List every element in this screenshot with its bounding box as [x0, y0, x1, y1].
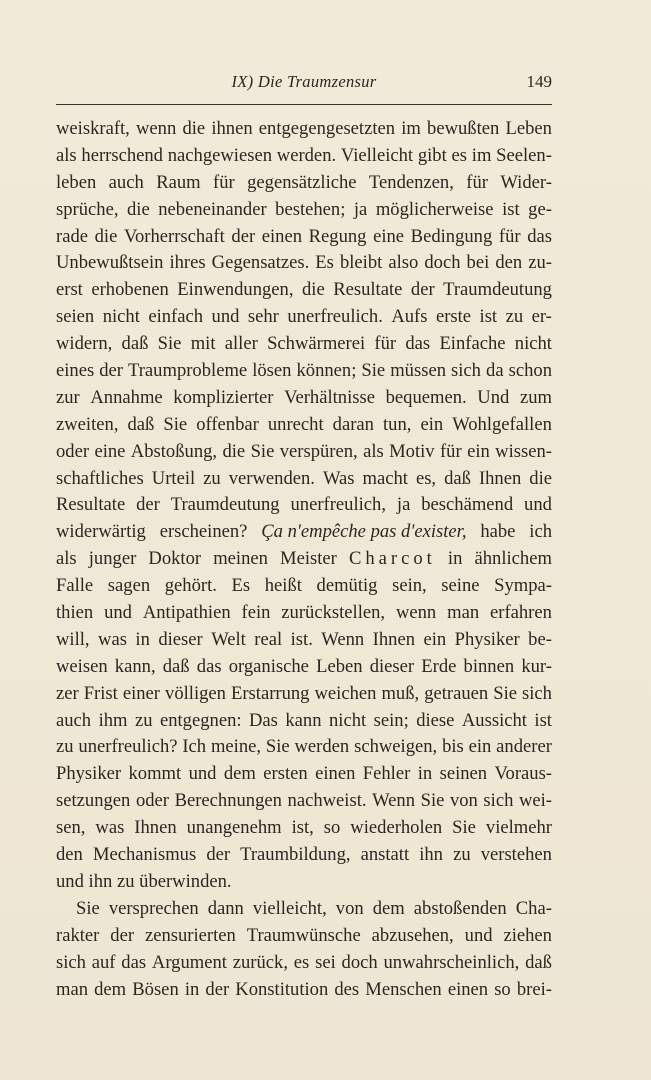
text-line: weisen kann, daß das organische Leben dieser Erde binnen kur-: [56, 655, 552, 677]
text-line: leben auch Raum für gegensätzliche Tendenzen, für Wider-: [56, 171, 552, 193]
text-line: zweiten, daß Sie offenbar unrecht daran tun, ein Wohlgefallen: [56, 413, 552, 435]
text-line: Physiker kommt und dem ersten einen Fehler in seinen Voraus-: [56, 763, 552, 785]
text-line: oder eine Abstoßung, die Sie verspüren, als Motiv für ein wissen-: [56, 440, 552, 462]
text-line: auch ihm zu entgegnen: Das kann nicht sein; diese Aussicht ist: [56, 709, 552, 731]
text-line: setzungen oder Berechnungen nachweist. Wenn Sie von sich wei-: [56, 790, 552, 812]
text-line: weiskraft, wenn die ihnen entgegengesetzten im bewußten Leben: [56, 118, 552, 139]
text-line: seien nicht einfach und sehr unerfreulich. Aufs erste ist zu er-: [56, 306, 552, 328]
text-line: man dem Bösen in der Konstitution des Menschen einen so brei-: [56, 978, 552, 1000]
running-head: IX) Die Traumzensur: [231, 72, 377, 91]
text-line: zer Frist einer völligen Erstarrung weichen muß, getrauen Sie sich: [56, 682, 552, 704]
header-rule: [56, 104, 552, 105]
text-line: als herrschend nachgewiesen werden. Vielleicht gibt es im Seelen-: [56, 144, 552, 166]
page-header: [56, 62, 552, 102]
text-line: will, was in dieser Welt real ist. Wenn Ihnen ein Physiker be-: [56, 628, 552, 650]
text-line: eines der Traumprobleme lösen können; Sie müssen sich da schon: [56, 360, 552, 382]
text-line: widern, daß Sie mit aller Schwärmerei für das Einfache nicht: [56, 333, 552, 355]
text-line: erst erhobenen Einwendungen, die Resultate der Traumdeutung: [56, 279, 552, 301]
page-number: 149: [526, 72, 552, 91]
text-line: als junger Doktor meinen Meister Charcot in ähnlichem: [56, 546, 552, 573]
text-line: zu unerfreulich? Ich meine, Sie werden schweigen, bis ein anderer: [56, 736, 552, 758]
text-line: widerwärtig erscheinen? Ça n'empêche pas d'exister, habe ich: [56, 519, 552, 546]
text-line: sprüche, die nebeneinander bestehen; ja möglicherweise ist ge-: [56, 198, 552, 220]
text-line: sen, was Ihnen unangenehm ist, so wiederholen Sie vielmehr: [56, 817, 552, 839]
text-line: und ihn zu überwinden.: [56, 870, 232, 892]
text-line: Unbewußtsein ihres Gegensatzes. Es bleibt also doch bei den zu-: [56, 252, 552, 274]
spaced-name: Charcot: [348, 548, 436, 570]
text-line: Resultate der Traumdeutung unerfreulich, ja beschämend und: [56, 494, 552, 516]
text-line: zur Annahme komplizierter Verhältnisse bequemen. Und zum: [56, 386, 552, 408]
text-line: Sie versprechen dann vielleicht, von dem abstoßenden Cha-: [76, 897, 552, 919]
text-line: schaftliches Urteil zu verwenden. Was macht es, daß Ihnen die: [56, 467, 552, 489]
text-line: den Mechanismus der Traumbildung, anstatt ihn zu verstehen: [56, 844, 552, 866]
text-line: rade die Vorherrschaft der einen Regung eine Bedingung für das: [56, 225, 552, 247]
text-line: Falle sagen gehört. Es heißt demütig sein, seine Sympa-: [56, 575, 552, 597]
text-line: sich auf das Argument zurück, es sei doch unwahrscheinlich, daß: [56, 951, 552, 973]
text-line: rakter der zensurierten Traumwünsche abzusehen, und ziehen: [56, 924, 552, 946]
text-line: thien und Antipathien fein zurückstellen, wenn man erfahren: [56, 602, 552, 624]
italic-quote: Ça n'empêche pas d'exister,: [261, 521, 467, 543]
body-text: [56, 116, 552, 1003]
